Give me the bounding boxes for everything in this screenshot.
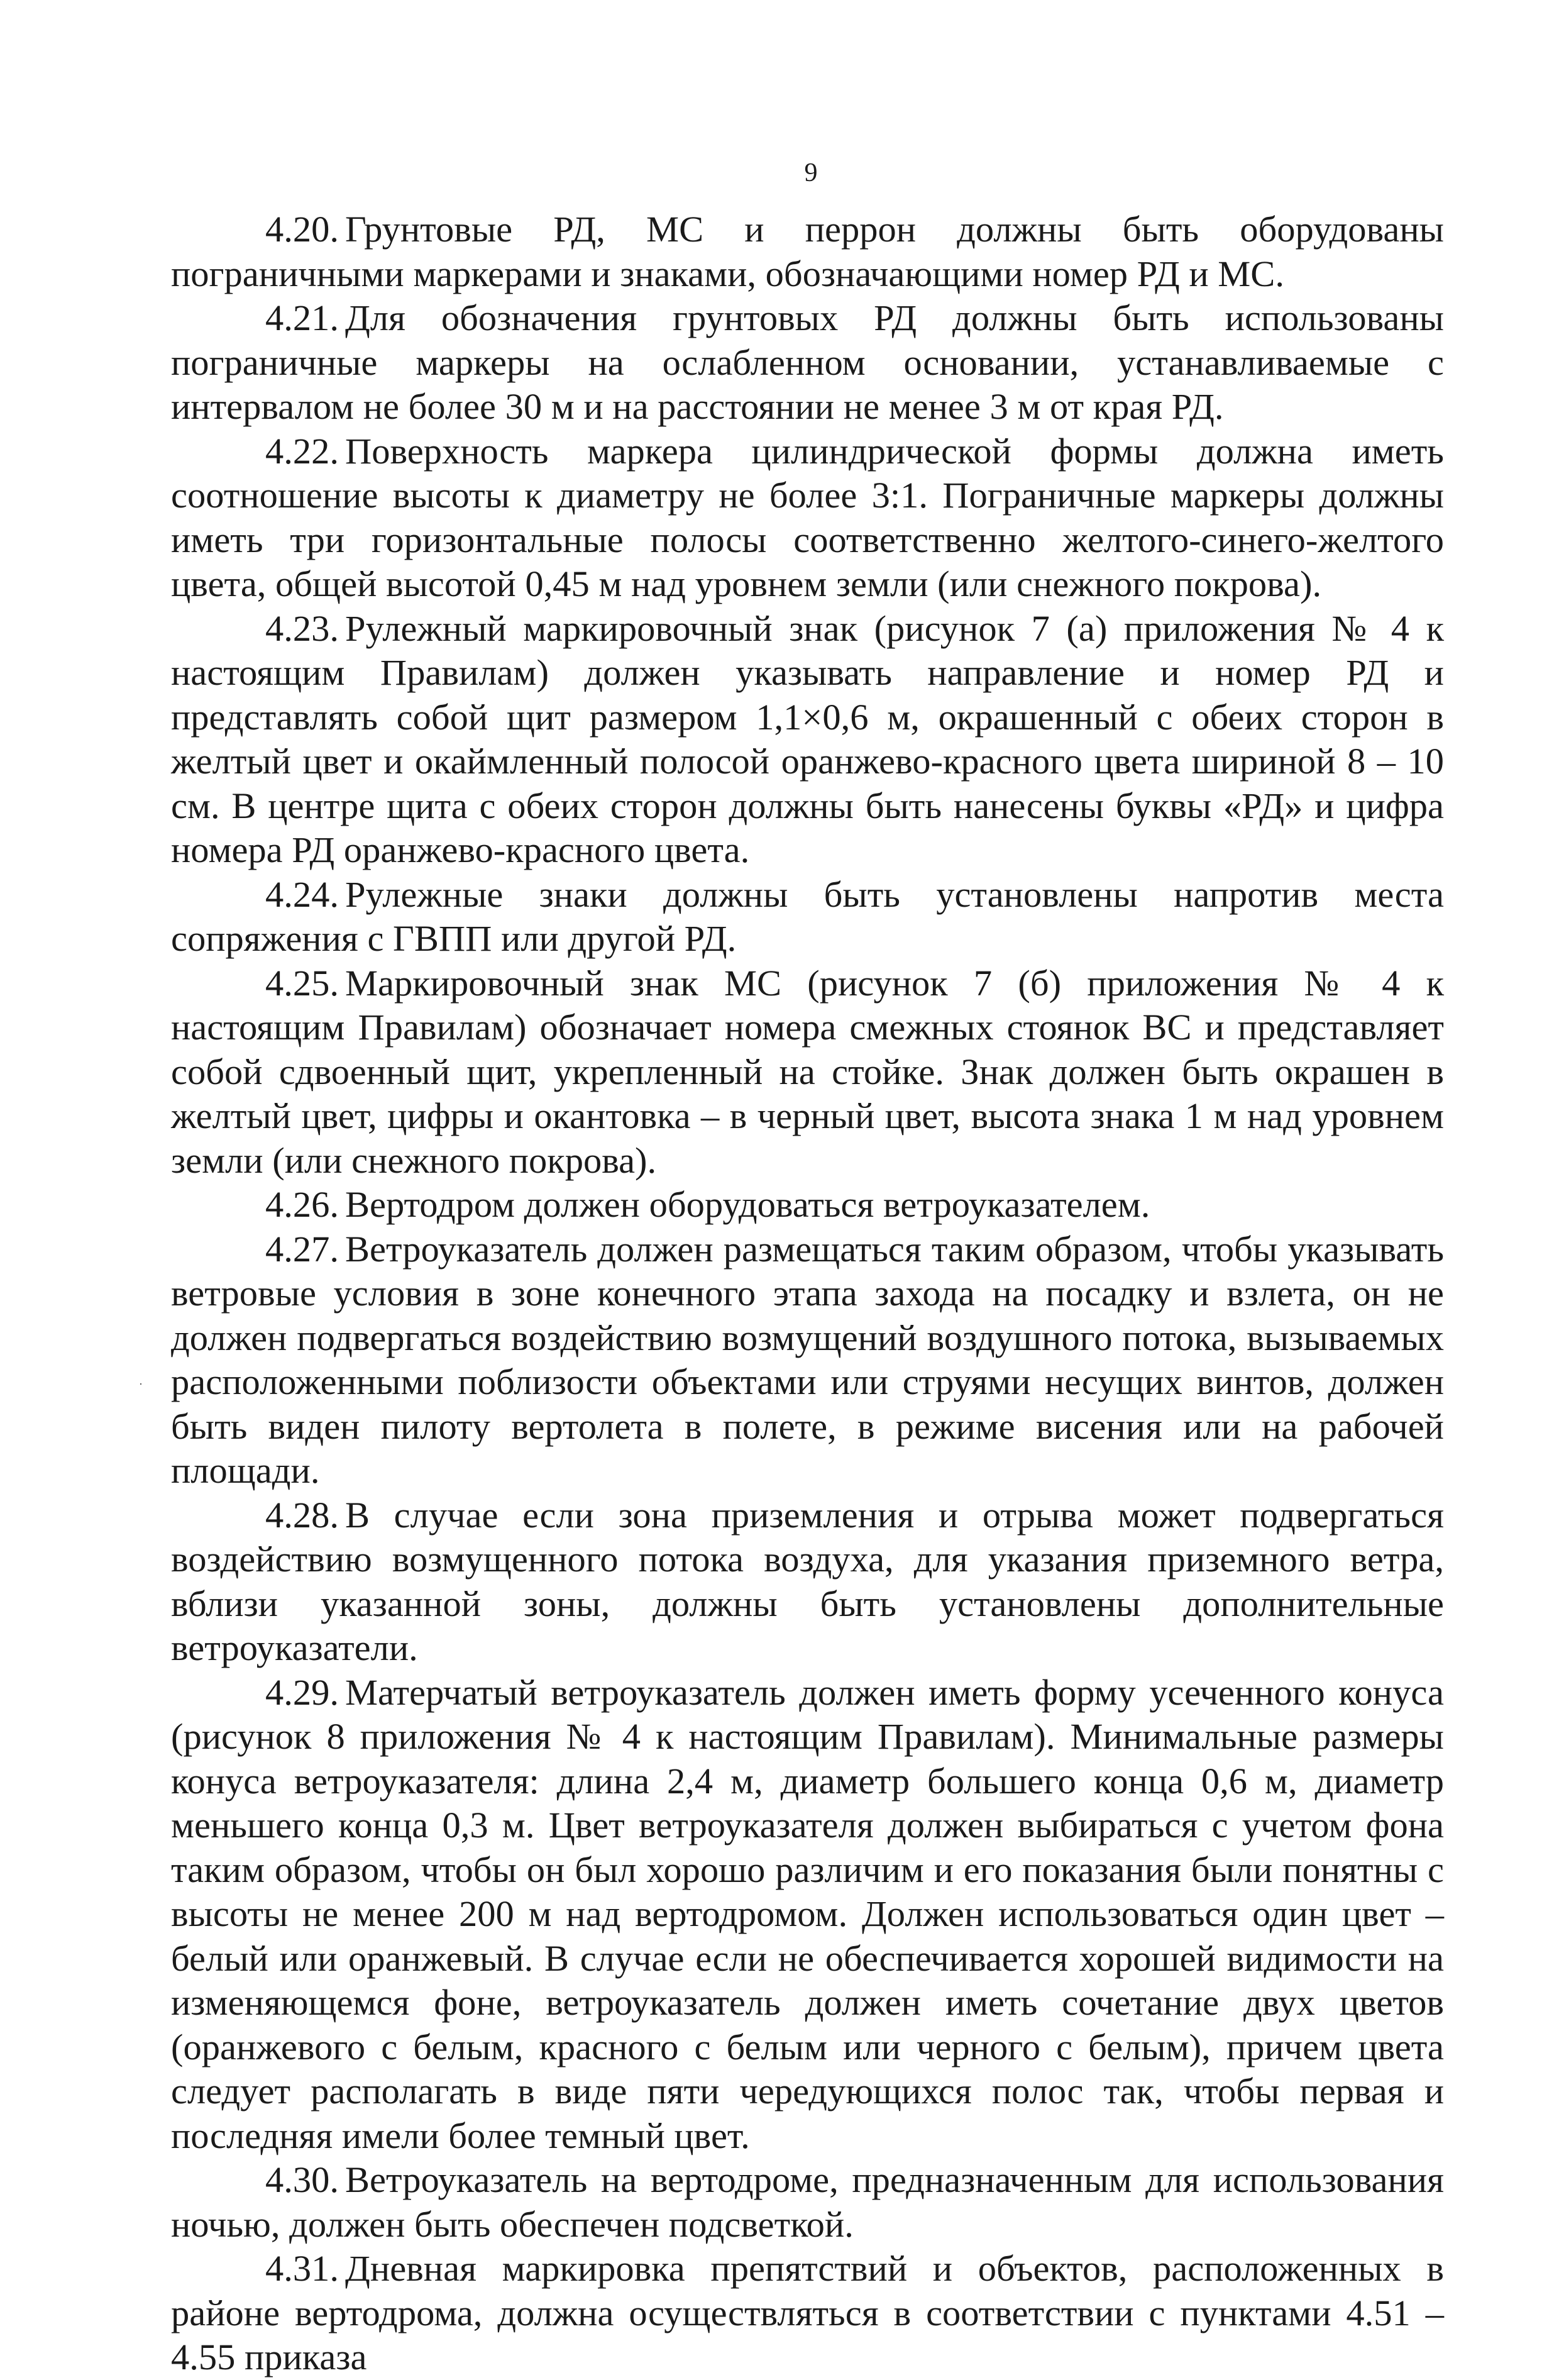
paragraph-4-23 xyxy=(171,607,1444,873)
paragraph-4-30 xyxy=(171,2158,1444,2247)
paragraph-4-29 xyxy=(171,1671,1444,2159)
paragraph-number: 4.24. xyxy=(265,873,339,915)
paragraph-4-21 xyxy=(171,296,1444,429)
paragraph-4-24 xyxy=(171,873,1444,961)
paragraph-text: Ветроуказатель на вертодроме, предназначенным для использования ночью, должен быть обеспечен подсветкой. xyxy=(171,2159,1444,2245)
paragraph-4-27 xyxy=(171,1227,1444,1493)
paragraph-4-22 xyxy=(171,429,1444,607)
paragraph-text: Рулежный маркировочный знак (рисунок 7 (а) приложения № 4 к настоящим Правилам) должен указывать направление и номер РД и представлять собой щит размером 1,1×0,6 м, окрашенный с обеих сторон в желтый цвет и окаймленный полосой оранжево-красного цвета шириной 8 – 10 см. В центре щита с обеих сторон должны быть нанесены буквы «РД» и цифра номера РД оранжево-красного цвета. xyxy=(171,607,1444,870)
paragraph-number: 4.23. xyxy=(265,607,339,649)
scan-speck xyxy=(140,1383,141,1385)
paragraph-4-31 xyxy=(171,2247,1444,2380)
paragraph-number: 4.26. xyxy=(265,1184,339,1225)
paragraph-number: 4.25. xyxy=(265,962,339,1004)
paragraph-number: 4.22. xyxy=(265,430,339,472)
paragraph-text: Ветроуказатель должен размещаться таким образом, чтобы указывать ветровые условия в зоне конечного этапа захода на посадку и взлета, он не должен подвергаться воздействию возмущений воздушного потока, вызываемых расположенными поблизости объектами или струями несущих винтов, должен быть виден пилоту вертолета в полете, в режиме висения или на рабочей площади. xyxy=(171,1228,1444,1491)
paragraph-text: Маркировочный знак МС (рисунок 7 (б) приложения № 4 к настоящим Правилам) обозначает номера смежных стоянок ВС и представляет собой сдвоенный щит, укрепленный на стойке. Знак должен быть окрашен в желтый цвет, цифры и окантовка – в черный цвет, высота знака 1 м над уровнем земли (или снежного покрова). xyxy=(171,962,1444,1181)
paragraph-text: В случае если зона приземления и отрыва может подвергаться воздействию возмущенного потока воздуха, для указания приземного ветра, вблизи указанной зоны, должны быть установлены дополнительные ветроуказатели. xyxy=(171,1494,1444,1668)
paragraph-text: Рулежные знаки должны быть установлены напротив места сопряжения с ГВПП или другой РД. xyxy=(171,873,1444,959)
paragraph-4-20 xyxy=(171,208,1444,296)
paragraph-text: Для обозначения грунтовых РД должны быть использованы пограничные маркеры на ослабленном основании, устанавливаемые с интервалом не более 30 м и на расстоянии не менее 3 м от края РД. xyxy=(171,297,1444,427)
paragraph-number: 4.27. xyxy=(265,1228,339,1270)
paragraph-number: 4.21. xyxy=(265,297,339,338)
paragraph-text: Дневная маркировка препятствий и объектов, расположенных в районе вертодрома, должна осуществляться в соответствии с пунктами 4.51 – 4.55 приказа xyxy=(171,2248,1444,2377)
page-number: 9 xyxy=(804,158,818,187)
paragraph-number: 4.30. xyxy=(265,2159,339,2200)
paragraph-number: 4.28. xyxy=(265,1494,339,1536)
document-body xyxy=(171,208,1444,2380)
paragraph-number: 4.31. xyxy=(265,2248,339,2289)
paragraph-text: Поверхность маркера цилиндрической формы должна иметь соотношение высоты к диаметру не более 3:1. Пограничные маркеры должны иметь три горизонтальные полосы соответственно желтого-синего-желтого цвета, общей высотой 0,45 м над уровнем земли (или снежного покрова). xyxy=(171,430,1444,604)
paragraph-4-25 xyxy=(171,961,1444,1183)
paragraph-4-26 xyxy=(171,1183,1444,1227)
paragraph-text: Грунтовые РД, МС и перрон должны быть оборудованы пограничными маркерами и знаками, обозначающими номер РД и МС. xyxy=(171,209,1444,294)
paragraph-number: 4.29. xyxy=(265,1671,339,1713)
paragraph-number: 4.20. xyxy=(265,209,339,250)
paragraph-text: Матерчатый ветроуказатель должен иметь форму усеченного конуса (рисунок 8 приложения № 4 к настоящим Правилам). Минимальные размеры конуса ветроуказателя: длина 2,4 м, диаметр большего конца 0,6 м, диаметр меньшего конца 0,3 м. Цвет ветроуказателя должен выбираться с учетом фона таким образом, чтобы он был хорошо различим и его показания были понятны с высоты не менее 200 м над вертодромом. Должен использоваться один цвет – белый или оранжевый. В случае если не обеспечивается хорошей видимости на изменяющемся фоне, ветроуказатель должен иметь сочетание двух цветов (оранжевого с белым, красного с белым или черного с белым), причем цвета следует располагать в виде пяти чередующихся полос так, чтобы первая и последняя имели более темный цвет. xyxy=(171,1671,1444,2156)
paragraph-4-28 xyxy=(171,1493,1444,1671)
paragraph-text: Вертодром должен оборудоваться ветроуказателем. xyxy=(345,1184,1150,1225)
